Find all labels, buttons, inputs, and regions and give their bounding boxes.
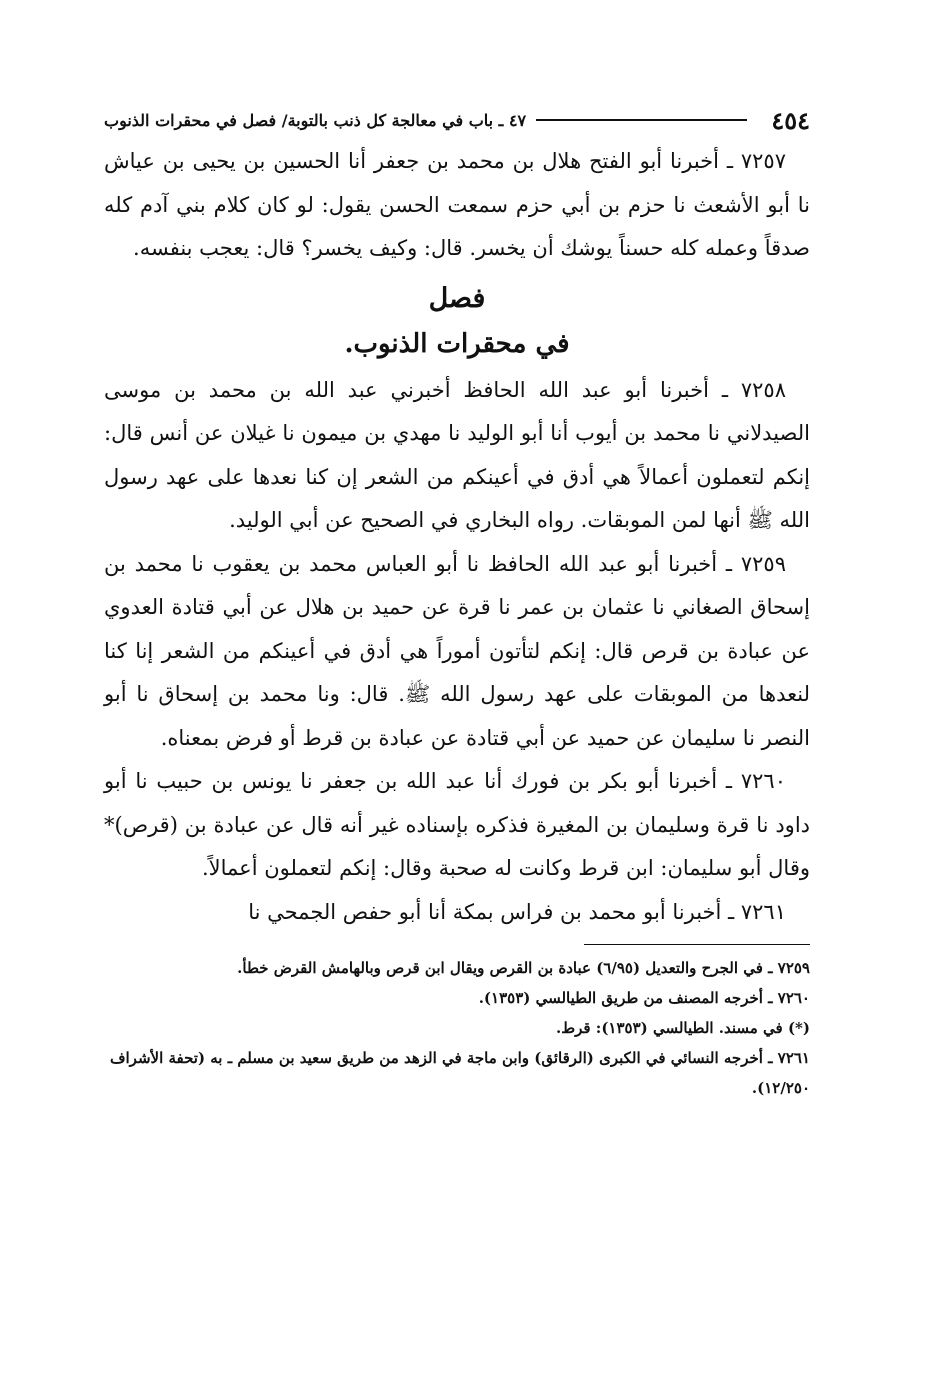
paragraph-7258: ٧٢٥٨ ـ أخبرنا أبو عبد الله الحافظ أخبرني عبد الله بن محمد بن موسى الصيدلاني نا محمد بن أيوب أنا أبو الوليد نا مهدي بن ميمون نا غيلان عن أنس قال: إنكم لتعملون أعمالاً هي أدق في أعينكم من الشعر إن كنا نعدها على عهد رسول الله ﷺ أنها لمن الموبقات. رواه البخاري في الصحيح عن أبي الوليد.	[104, 377, 810, 532]
footnote-rule	[584, 944, 810, 945]
footnote-7259: ٧٢٥٩ ـ في الجرح والتعديل (٦/٩٥) عبادة بن القرص ويقال ابن قرص وبالهامش القرض خطأ.	[237, 959, 810, 977]
paragraph-7260: ٧٢٦٠ ـ أخبرنا أبو بكر بن فورك أنا عبد الله بن جعفر نا يونس بن حبيب نا أبو داود نا قرة وسليمان بن المغيرة فذكره بإسناده غير أنه قال عن عبادة بن (قرص)* وقال أبو سليمان: ابن قرط وكانت له صحبة وقال: إنكم لتعملون أعمالاً.	[104, 769, 810, 880]
paragraph-7261: ٧٢٦١ ـ أخبرنا أبو محمد بن فراس بمكة أنا أبو حفص الجمحي نا	[248, 899, 786, 924]
page-number: ٤٥٤	[771, 105, 810, 135]
footnote-asterisk: (*) في مسند. الطيالسي (١٣٥٣): قرط.	[556, 1019, 810, 1037]
footnote-7260: ٧٢٦٠ ـ أخرجه المصنف من طريق الطيالسي (١٣٥٣).	[478, 989, 810, 1007]
footnotes	[104, 953, 810, 1103]
chapter-title: ٤٧ ـ باب في معالجة كل ذنب بالتوبة/ فصل في محقرات الذنوب	[104, 110, 527, 130]
paragraph-7257: ٧٢٥٧ ـ أخبرنا أبو الفتح هلال بن محمد بن جعفر أنا الحسين بن يحيى بن عياش نا أبو الأشعث نا حزم بن أبي حزم سمعت الحسن يقول: لو كان كلام بني آدم كله صدقاً وعمله كله حسناً يوشك أن يخسر. قال: وكيف يخسر؟ قال: يعجب بنفسه.	[104, 149, 810, 260]
paragraph-7259: ٧٢٥٩ ـ أخبرنا أبو عبد الله الحافظ نا أبو العباس محمد بن يعقوب نا محمد بن إسحاق الصغاني نا عثمان بن عمر نا قرة عن حميد بن هلال عن أبي قتادة العدوي عن عبادة بن قرص قال: إنكم لتأتون أموراً هي أدق في أعينكم من الشعر إنا كنا لنعدها من الموبقات على عهد رسول الله ﷺ. قال: ونا محمد بن إسحاق نا أبو النصر نا سليمان عن حميد عن أبي قتادة عن عبادة بن قرط أو فرض بمعناه.	[104, 551, 810, 750]
running-head	[104, 100, 810, 140]
section-heading: فصل	[428, 282, 486, 314]
footnote-7261: ٧٢٦١ ـ أخرجه النسائي في الكبرى (الرقائق) وابن ماجة في الزهد من طريق سعيد بن مسلم ـ به (تحفة الأشراف ١٢/٢٥٠).	[109, 1049, 810, 1097]
header-rule	[536, 119, 747, 121]
body-text	[104, 140, 810, 934]
section-subheading: في محقرات الذنوب.	[344, 328, 570, 359]
book-page	[104, 100, 810, 1320]
